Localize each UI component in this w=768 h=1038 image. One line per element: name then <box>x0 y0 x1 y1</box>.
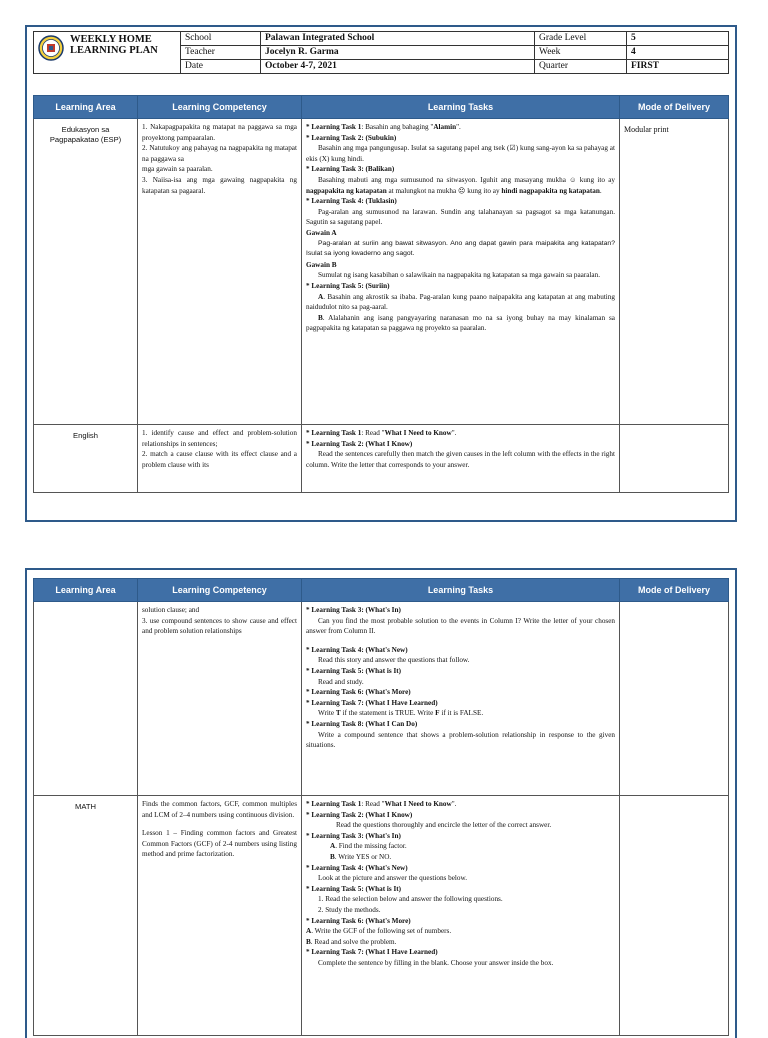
grade-label: Grade Level <box>535 32 627 46</box>
school-value: Palawan Integrated School <box>265 33 375 43</box>
mode-math <box>620 796 729 1036</box>
col-learning-area: Learning Area <box>34 96 138 119</box>
col-mode-of-delivery: Mode of Delivery <box>620 579 729 602</box>
col-learning-tasks: Learning Tasks <box>302 579 620 602</box>
tasks-english: * Learning Task 1: Read "What I Need to Know". * Learning Task 2: (What I Know) Read the sentences carefully then match the given causes in the left column with the effects in the right column. Write the letter that corresponds to your answer. <box>302 425 620 493</box>
tasks-esp: * Learning Task 1: Basahin ang bahaging "Alamin". * Learning Task 2: (Subukin) Basahin ang mga pangungusap. Isulat sa sagutang papel ang tsek (☑) kung sang-ayon ka sa pahayag at ekis (X) kung hindi. * Learning Task 3: (Balikan) Basahing mabuti ang mga sumusunod na sitwasyon. Iguhit ang masayang mukha ☺ kung ito ay nagpapakita ng katapatan at malungkot na mukha ☹ kung ito ay hindi nagpapakita ng katapatan. * Learning Task 4: (Tuklasin) Pag-aralan ang sumusunod na larawan. Sundin ang talahanayan sa pagsagot sa mga katanungan. Sagutin sa sagutang papel. Gawain A Pag-aralan at suriin ang bawat sitwasyon. Ano ang dapat gawin para maipakita ang katapatan? Isulat sa iyong kwaderno ang sagot. Gawain B Sumulat ng isang kasabihan o salawikain na nagpapakita ng katapatan sa mga gawain sa paaralan. * Learning Task 5: (Suriin) A. Basahin ang akrostik sa ibaba. Pag-aralan kung paano naipapakita ang katapatan at ang mabuting naidudulot nito sa pag-aaral. B. Alalahanin ang isang pangyayaring naranasan mo na sa iyong buhay na may kinalaman sa pagpapakita ng katapatan sa paggawa ng proyekto sa paaralan. <box>302 119 620 425</box>
col-learning-competency: Learning Competency <box>138 579 302 602</box>
area-english: English <box>34 425 138 493</box>
mode-esp: Modular print <box>620 119 729 425</box>
teacher-value: Jocelyn R. Garma <box>265 47 339 57</box>
header-table <box>33 31 729 74</box>
school-label: School <box>181 32 261 46</box>
table-row-math <box>34 796 729 1036</box>
quarter-label: Quarter <box>535 60 627 74</box>
date-label: Date <box>181 60 261 74</box>
teacher-label: Teacher <box>181 46 261 60</box>
page-1 <box>25 25 737 522</box>
tasks-math: * Learning Task 1: Read "What I Need to Know". * Learning Task 2: (What I Know) Read the questions thoroughly and encircle the letter of the correct answer. * Learning Task 3: (What's In) A. Find the missing factor. B. Write YES or NO. * Learning Task 4: (What's New) Look at the picture and answer the questions below. * Learning Task 5: (What is It) 1. Read the selection below and answer the following questions. 2. Study the methods. * Learning Task 6: (What's More) A. Write the GCF of the following set of numbers. B. Read and solve the problem. * Learning Task 7: (What I Have Learned) Complete the sentence by filling in the blank. Choose your answer inside the box. <box>302 796 620 1036</box>
col-mode-of-delivery: Mode of Delivery <box>620 96 729 119</box>
mode-english <box>620 425 729 493</box>
plan-table-1 <box>33 95 729 493</box>
competency-math: Finds the common factors, GCF, common multiples and LCM of 2–4 numbers using continuous division. Lesson 1 – Finding common factors and Greatest Common Factors (GCF) of 2-4 numbers using listing method and prime factorization. <box>138 796 302 1036</box>
competency-esp: 1. Nakapagpapakita ng matapat na paggawa sa mga proyektong pampaaralan. 2. Natutukoy ang pahayag na nagpapakita ng matapat na paggawa sa mga gawain sa paaralan. 3. Naiisa-isa ang mga gawaing nagpapakita ng katapatan sa pagaaral. <box>138 119 302 425</box>
area-math: MATH <box>34 796 138 1036</box>
title-line-1: WEEKLY HOME <box>70 34 152 45</box>
quarter-value: FIRST <box>631 61 659 71</box>
competency-english-cont: solution clause; and 3. use compound sentences to show cause and effect and problem solution relationships <box>138 602 302 796</box>
tasks-english-cont: * Learning Task 3: (What's In) Can you find the most probable solution to the events in Column I? Write the letter of your chosen answer from Column II. * Learning Task 4: (What's New) Read this story and answer the questions that follow. * Learning Task 5: (What is It) Read and study. * Learning Task 6: (What's More) * Learning Task 7: (What I Have Learned) Write T if the statement is TRUE. Write F if it is FALSE. * Learning Task 8: (What I Can Do) Write a compound sentence that shows a problem-solution relationship in response to the given situations. <box>302 602 620 796</box>
col-learning-area: Learning Area <box>34 579 138 602</box>
table-row-english-cont <box>34 602 729 796</box>
col-learning-tasks: Learning Tasks <box>302 96 620 119</box>
col-learning-competency: Learning Competency <box>138 96 302 119</box>
plan-table-2 <box>33 578 729 1036</box>
deped-seal-icon <box>38 35 64 61</box>
table-row-english <box>34 425 729 493</box>
table-row-esp <box>34 119 729 425</box>
area-esp: Edukasyon sa Pagpapakatao (ESP) <box>34 119 138 425</box>
area-english-cont <box>34 602 138 796</box>
title-line-2: LEARNING PLAN <box>70 45 158 56</box>
grade-value: 5 <box>631 33 636 43</box>
logo-title-cell <box>34 32 181 74</box>
week-value: 4 <box>631 47 636 57</box>
mode-english-cont <box>620 602 729 796</box>
page-2 <box>25 568 737 1038</box>
competency-english: 1. identify cause and effect and problem-solution relationships in sentences; 2. match a cause clause with its effect clause and a problem clause with its <box>138 425 302 493</box>
week-label: Week <box>535 46 627 60</box>
date-value: October 4-7, 2021 <box>265 61 337 71</box>
